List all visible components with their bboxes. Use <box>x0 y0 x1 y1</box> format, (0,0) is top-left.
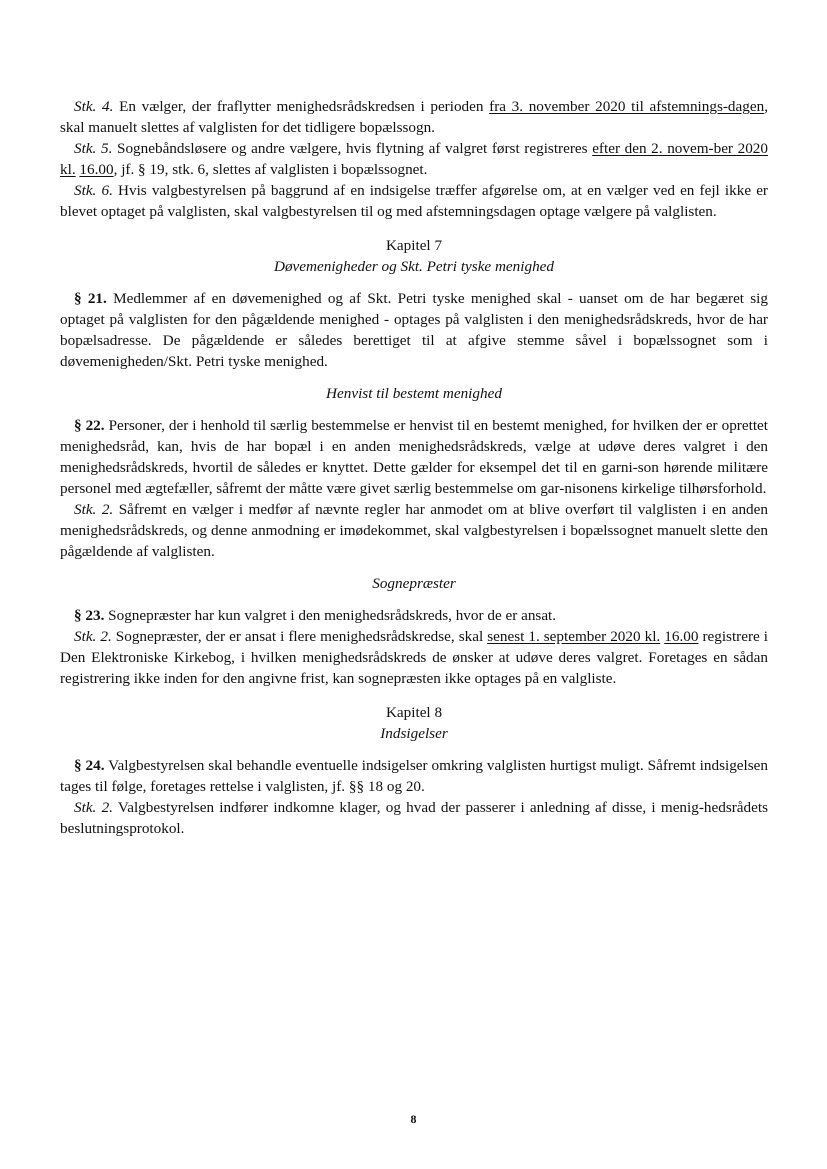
text: , skal manuelt slettes af valglisten for det tidligere bopælssogn. <box>60 98 768 136</box>
stk-label: Stk. 2. <box>74 628 112 645</box>
chapter-8-title: Indsigelser <box>380 725 448 742</box>
text: Sognebåndsløsere og andre vælgere, hvis flytning af valgret først registreres <box>112 140 593 157</box>
text: Såfremt en vælger i medfør af nævnte regler har anmodet om at blive overført til valglisten i en anden menighedsrådskreds, og denne anmodning er imødekommet, skal valgbestyrelsen i bopælssognet manuelt slette den pågældende af valglisten. <box>60 501 768 560</box>
document-page <box>60 96 768 839</box>
section-number: § 21. <box>74 290 107 307</box>
stk5-paragraph <box>60 138 768 180</box>
underlined-date: senest 1. september 2020 kl. <box>487 628 661 645</box>
stk-label: Stk. 2. <box>74 799 113 816</box>
section-21-paragraph <box>60 288 768 372</box>
text: Valgbestyrelsen indfører indkomne klager, og hvad der passerer i anledning af disse, i menig-hedsrådets beslutningsprotokol. <box>60 799 768 837</box>
text: Hvis valgbestyrelsen på baggrund af en indsigelse træffer afgørelse om, at en vælger ved en fejl ikke er blevet optaget på valglisten, skal valgbestyrelsen til og med afstemningsdagen optage vælgere på valglisten. <box>60 182 768 220</box>
section-22-paragraph <box>60 415 768 499</box>
subheading-sognepraester: Sognepræster <box>372 575 456 592</box>
text: Medlemmer af en døvemenighed og af Skt. Petri tyske menighed skal - uanset om de har begæret sig optaget på valglisten for den pågældende menighed - optages på valglisten i den menighedsrådskreds, hvor de har bopælsadresse. De pågældende er således berettiget til at afgive stemme såvel i bopælssognet som i døvemenigheden/Skt. Petri tyske menighed. <box>60 290 768 370</box>
subheading-henvist: Henvist til bestemt menighed <box>326 385 502 402</box>
underlined-date: fra 3. november 2020 til afstemnings-dagen <box>489 98 765 115</box>
stk-label: Stk. 5. <box>74 140 113 157</box>
text: Sognepræster, der er ansat i flere menighedsrådskredse, skal <box>111 628 488 645</box>
text: En vælger, der fraflytter menighedsrådskredsen i perioden <box>113 98 490 115</box>
section-22-stk2-paragraph <box>60 499 768 562</box>
chapter-7-title: Døvemenigheder og Skt. Petri tyske menighed <box>273 258 555 275</box>
stk-label: Stk. 6. <box>74 182 113 199</box>
text: registrere i Den Elektroniske Kirkebog, i hvilken menighedsrådskreds de ønsker at udøve deres valgret. Foretages en sådan registrering ikke inden for den angivne frist, kan sognepræsten ikke optages på en valgliste. <box>60 628 769 687</box>
text: Valgbestyrelsen skal behandle eventuelle indsigelser omkring valglisten hurtigst muligt. Såfremt indsigelsen tages til følge, foretages rettelse i valglisten, jf. §§ 18 og 20. <box>60 757 768 795</box>
section-number: § 23. <box>74 607 105 624</box>
text: Personer, der i henhold til særlig bestemmelse er henvist til en bestemt menighed, for hvilken der er oprettet menighedsråd, kan, hvis de har bopæl i en anden menighedsrådskreds, vælge at udøve deres valgret i den menighedsrådskreds, hvortil de således er knyttet. Dette gælder for eksempel det til en garni-son hørende militære personel med ægtefæller, såfremt der måtte være givet særlig bestemmelse om gar-nisonens kirkelige tilhørsforhold. <box>60 417 768 497</box>
stk-label: Stk. 2. <box>74 501 114 518</box>
text: Sognepræster har kun valgret i den menighedsrådskreds, hvor de er ansat. <box>104 607 557 624</box>
stk6-paragraph <box>60 180 768 222</box>
underlined-time: 16.00 <box>79 161 114 178</box>
underlined-date: efter den 2. novem-ber 2020 kl. <box>60 140 768 178</box>
section-24-stk2-paragraph <box>60 797 768 839</box>
stk4-paragraph <box>60 96 768 138</box>
text: , jf. § 19, stk. 6, slettes af valglisten i bopælssognet. <box>113 161 428 178</box>
stk-label: Stk. 4. <box>74 98 114 115</box>
underlined-time: 16.00 <box>664 628 699 645</box>
chapter-8-heading: Kapitel 8 <box>385 704 443 721</box>
page-number: 8 <box>410 1112 417 1126</box>
chapter-7-heading: Kapitel 7 <box>385 237 443 254</box>
section-number: § 22. <box>74 417 105 434</box>
section-number: § 24. <box>74 757 105 774</box>
section-23-stk2-paragraph <box>60 626 768 689</box>
section-24-paragraph <box>60 755 768 797</box>
section-23-paragraph <box>60 605 768 626</box>
